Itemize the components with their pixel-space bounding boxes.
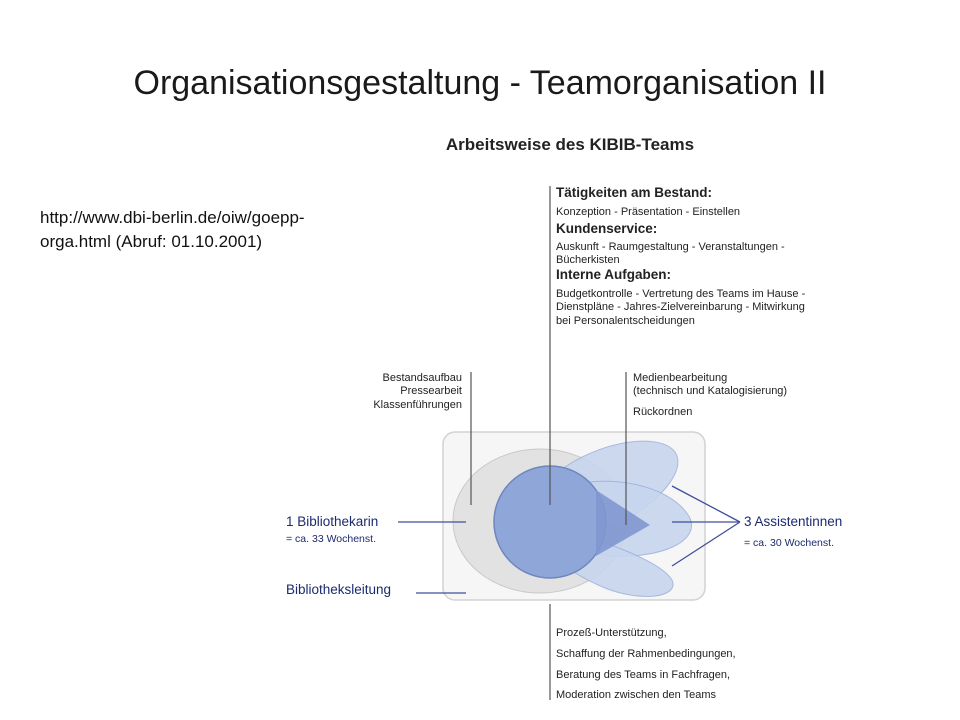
slide-title: Organisationsgestaltung - Teamorganisation II [133,64,827,102]
source-line-2: orga.html (Abruf: 01.10.2001) [40,232,263,251]
librarian-sublabel: = ca. 33 Wochenst. [286,533,376,545]
assistants-sublabel: = ca. 30 Wochenst. [744,537,834,549]
bottom-task-1: Prozeß-Unterstützung, [556,627,667,639]
leadership-label: Bibliotheksleitung [286,582,392,597]
text-interne-2: Dienstpläne - Jahres-Zielvereinbarung - Mitwirkung [556,301,805,313]
assistants-label: 3 Assistentinnen [744,514,843,529]
source-line-1: http://www.dbi-berlin.de/oiw/goepp- [40,208,305,227]
text-kundenservice-2: Bücherkisten [556,254,620,266]
heading-bestand: Tätigkeiten am Bestand: [556,185,713,200]
librarian-label: 1 Bibliothekarin [286,514,379,529]
text-interne-1: Budgetkontrolle - Vertretung des Teams im Hause - [556,288,806,300]
right-task-3: Rückordnen [633,406,693,418]
left-task-3: Klassenführungen [373,399,462,411]
right-task-2: (technisch und Katalogisierung) [633,385,788,397]
bottom-task-2: Schaffung der Rahmenbedingungen, [556,648,736,660]
heading-interne: Interne Aufgaben: [556,267,672,282]
left-task-2: Pressearbeit [400,385,462,397]
left-task-1: Bestandsaufbau [382,372,462,384]
heading-kundenservice: Kundenservice: [556,221,658,236]
text-interne-3: bei Personalentscheidungen [556,315,695,327]
right-task-1: Medienbearbeitung [633,372,728,384]
text-bestand: Konzeption - Präsentation - Einstellen [556,206,741,218]
bottom-task-3: Beratung des Teams in Fachfragen, [556,669,731,681]
diagram-title: Arbeitsweise des KIBIB-Teams [445,135,695,154]
text-kundenservice-1: Auskunft - Raumgestaltung - Veranstaltungen - [556,241,785,253]
bottom-task-4: Moderation zwischen den Teams [556,689,716,701]
